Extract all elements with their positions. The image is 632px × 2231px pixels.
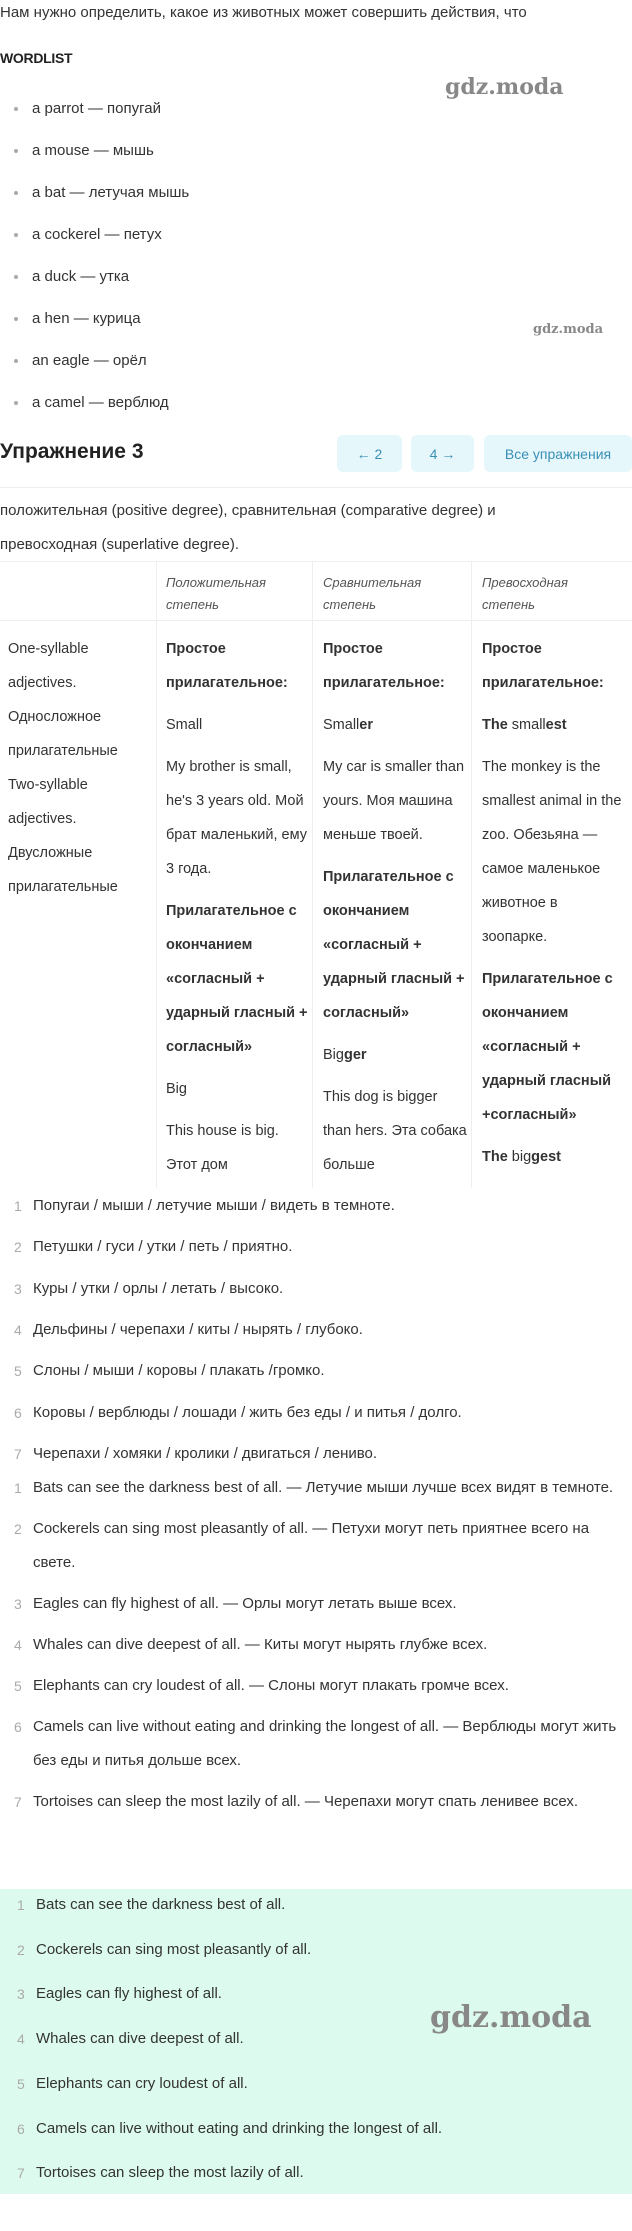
- item-number: 3: [17, 1986, 25, 2003]
- wordlist-item-text: a bat — летучая мышь: [32, 184, 190, 201]
- wordlist-title: WORDLIST: [0, 50, 73, 66]
- watermark: gdz.moda: [430, 2000, 592, 2035]
- task-item: Попугаи / мыши / летучие мыши / видеть в темноте.: [33, 1197, 395, 1214]
- cell-paragraph: [482, 750, 626, 954]
- translation-item: [0, 1785, 632, 1819]
- cell-text: The monkey is the smallest animal in the zoo. Обезьяна — самое маленькое животное в зоопарке.: [482, 759, 622, 945]
- cell-text: ger: [343, 1047, 367, 1063]
- item-number: 4: [14, 1637, 22, 1653]
- next-exercise-button[interactable]: 4 →: [411, 435, 474, 472]
- bullet-icon: [14, 191, 18, 195]
- cell-text: This house is big. Этот дом: [166, 1123, 279, 1173]
- wordlist-item: [14, 310, 141, 327]
- cell-paragraph: [166, 1114, 310, 1182]
- cell-text: Big: [166, 1081, 187, 1097]
- cell-text: Small: [166, 717, 203, 733]
- answer-item: Tortoises can sleep the most lazily of all.: [36, 2164, 304, 2182]
- cell-paragraph: [166, 632, 310, 700]
- item-number: 2: [17, 1941, 25, 1958]
- table-cell: [166, 632, 310, 1188]
- table-cell: [323, 632, 467, 1188]
- cell-paragraph: [323, 1038, 467, 1072]
- watermark: gdz.moda: [533, 322, 604, 337]
- wordlist-item-text: a hen — курица: [32, 310, 141, 327]
- translation-text: Camels can live without eating and drinking the longest of all. — Верблюды могут жить без еды и питья дольше всех.: [33, 1718, 617, 1769]
- item-number: 6: [14, 1719, 22, 1735]
- wordlist-item: [14, 226, 162, 243]
- bullet-icon: [14, 401, 18, 405]
- cell-paragraph: [323, 860, 467, 1030]
- theory-line-1: положительная (positive degree), сравнительная (comparative degree) и: [0, 502, 496, 519]
- all-exercises-button[interactable]: Все упражнения: [484, 435, 632, 472]
- translation-text: Bats can see the darkness best of all. — Летучие мыши лучше всех видят в темноте.: [33, 1479, 614, 1496]
- wordlist-item-text: a camel — верблюд: [32, 394, 169, 411]
- translation-item: [0, 1587, 632, 1621]
- cell-paragraph: [323, 1080, 467, 1182]
- cell-paragraph: [482, 708, 626, 742]
- bullet-icon: [14, 107, 18, 111]
- item-number: 5: [17, 2075, 25, 2092]
- cell-text: Прилагательное с окончанием «согласный + ударный гласный + согласный»: [323, 869, 465, 1021]
- item-number: 2: [14, 1239, 22, 1256]
- cell-paragraph: [166, 1072, 310, 1106]
- task-item: Слоны / мыши / коровы / плакать /громко.: [33, 1362, 325, 1380]
- translation-item: [0, 1669, 632, 1703]
- exercise-title: Упражнение 3: [0, 440, 144, 463]
- cell-text: small: [507, 717, 546, 733]
- translation-text: Elephants can cry loudest of all. — Слоны могут плакать громче всех.: [33, 1677, 509, 1694]
- cell-text: big: [507, 1149, 532, 1165]
- item-number: 1: [14, 1480, 22, 1496]
- cell-text: My brother is small, he's 3 years old. Мой брат маленький, ему 3 года.: [166, 759, 307, 877]
- cell-text: My car is smaller than yours. Моя машина меньше твоей.: [323, 759, 465, 843]
- item-number: 7: [17, 2165, 25, 2182]
- cell-text: Простое прилагательное:: [166, 641, 288, 691]
- wordlist-item-text: an eagle — орёл: [32, 352, 147, 369]
- cell-text: Small: [323, 717, 360, 733]
- cell-text: The: [482, 1149, 508, 1165]
- cell-text: Прилагательное с окончанием «согласный + ударный гласный +согласный»: [482, 971, 613, 1123]
- item-number: 7: [14, 1794, 22, 1810]
- translation-text: Cockerels can sing most pleasantly of all. — Петухи могут петь приятнее всего на свете.: [33, 1520, 590, 1571]
- bullet-icon: [14, 233, 18, 237]
- bullet-icon: [14, 275, 18, 279]
- item-number: 6: [14, 1404, 22, 1421]
- cell-text: est: [545, 717, 567, 733]
- prev-exercise-button[interactable]: ← 2: [337, 435, 402, 472]
- table-cell: [8, 632, 152, 912]
- item-number: 4: [17, 2031, 25, 2048]
- cell-text: Big: [323, 1047, 344, 1063]
- bullet-icon: [14, 317, 18, 321]
- bullet-icon: [14, 359, 18, 363]
- cell-paragraph: [8, 632, 152, 904]
- translation-text: Tortoises can sleep the most lazily of all. — Черепахи могут спать ленивее всех.: [33, 1793, 579, 1810]
- answer-item: Bats can see the darkness best of all.: [36, 1896, 286, 1913]
- cell-paragraph: [482, 632, 626, 700]
- cell-text: One-syllable adjectives. Односложное прилагательные Two-syllable adjectives. Двусложные прилагательные: [8, 641, 118, 895]
- intro-text: Нам нужно определить, какое из животных может совершить действия, что: [0, 4, 527, 21]
- translation-text: Eagles can fly highest of all. — Орлы могут летать выше всех.: [33, 1595, 457, 1612]
- answer-item: Eagles can fly highest of all.: [36, 1985, 222, 2003]
- answer-item: Elephants can cry loudest of all.: [36, 2074, 248, 2092]
- translation-text: Whales can dive deepest of all. — Киты могут нырять глубже всех.: [33, 1636, 488, 1653]
- wordlist-item: [14, 184, 189, 201]
- cell-paragraph: [323, 708, 467, 742]
- item-number: 3: [14, 1596, 22, 1612]
- item-number: 7: [14, 1445, 22, 1462]
- cell-text: gest: [531, 1149, 561, 1165]
- task-item: Куры / утки / орлы / летать / высоко.: [33, 1279, 284, 1297]
- cell-paragraph: [482, 1140, 626, 1174]
- task-item: Дельфины / черепахи / киты / нырять / глубоко.: [33, 1320, 363, 1338]
- wordlist-item: [14, 352, 147, 369]
- wordlist-item: [14, 142, 154, 159]
- cell-paragraph: [482, 962, 626, 1132]
- cell-paragraph: [323, 750, 467, 852]
- cell-text: er: [359, 717, 373, 733]
- task-item: Коровы / верблюды / лошади / жить без еды / и питья / долго.: [33, 1403, 462, 1421]
- item-number: 2: [14, 1521, 22, 1537]
- task-item: Черепахи / хомяки / кролики / двигаться / лениво.: [33, 1444, 378, 1462]
- cell-paragraph: [323, 632, 467, 700]
- column-divider: [312, 562, 313, 1188]
- cell-text: Прилагательное с окончанием «согласный + ударный гласный + согласный»: [166, 903, 308, 1055]
- table-header-cell: Превосходная степень: [482, 575, 568, 612]
- table-header-cell: Положительная степень: [166, 575, 266, 612]
- theory-line-2: превосходная (superlative degree).: [0, 536, 240, 553]
- wordlist-item: [14, 268, 129, 285]
- cell-paragraph: [166, 750, 310, 886]
- translation-item: [0, 1471, 632, 1505]
- item-number: 1: [17, 1897, 25, 1913]
- answer-item: Cockerels can sing most pleasantly of all.: [36, 1940, 312, 1958]
- table-cell: [482, 632, 626, 1182]
- answer-box: [0, 1889, 632, 2194]
- answer-item: Whales can dive deepest of all.: [36, 2030, 244, 2048]
- cell-text: Простое прилагательное:: [482, 641, 604, 691]
- translation-item: [0, 1512, 632, 1580]
- cell-paragraph: [166, 894, 310, 1064]
- cell-paragraph: [166, 708, 310, 742]
- wordlist-item-text: a mouse — мышь: [32, 142, 154, 159]
- divider: [0, 487, 632, 488]
- cell-text: The: [482, 717, 508, 733]
- item-number: 4: [14, 1321, 22, 1338]
- wordlist-item-text: a duck — утка: [32, 268, 130, 285]
- wordlist-item-text: a cockerel — петух: [32, 226, 162, 243]
- item-number: 3: [14, 1280, 22, 1297]
- wordlist-item: [14, 100, 161, 117]
- cell-text: This dog is bigger than hers. Эта собака больше: [323, 1089, 467, 1173]
- watermark: gdz.moda: [445, 74, 564, 100]
- bullet-icon: [14, 149, 18, 153]
- cell-text: Простое прилагательное:: [323, 641, 445, 691]
- task-item: Петушки / гуси / утки / петь / приятно.: [33, 1238, 293, 1256]
- table-header-cell: Сравнительная степень: [323, 575, 422, 612]
- wordlist-item-text: a parrot — попугай: [32, 100, 161, 117]
- item-number: 1: [14, 1198, 22, 1214]
- item-number: 5: [14, 1678, 22, 1694]
- degrees-table: [0, 561, 632, 1188]
- column-divider: [471, 562, 472, 1188]
- item-number: 5: [14, 1363, 22, 1380]
- wordlist-item: [14, 394, 169, 411]
- translation-list: [0, 1471, 632, 1826]
- translation-item: [0, 1710, 632, 1778]
- item-number: 6: [17, 2120, 25, 2137]
- translation-item: [0, 1628, 632, 1662]
- answer-item: Camels can live without eating and drinking the longest of all.: [36, 2119, 443, 2137]
- column-divider: [156, 562, 157, 1188]
